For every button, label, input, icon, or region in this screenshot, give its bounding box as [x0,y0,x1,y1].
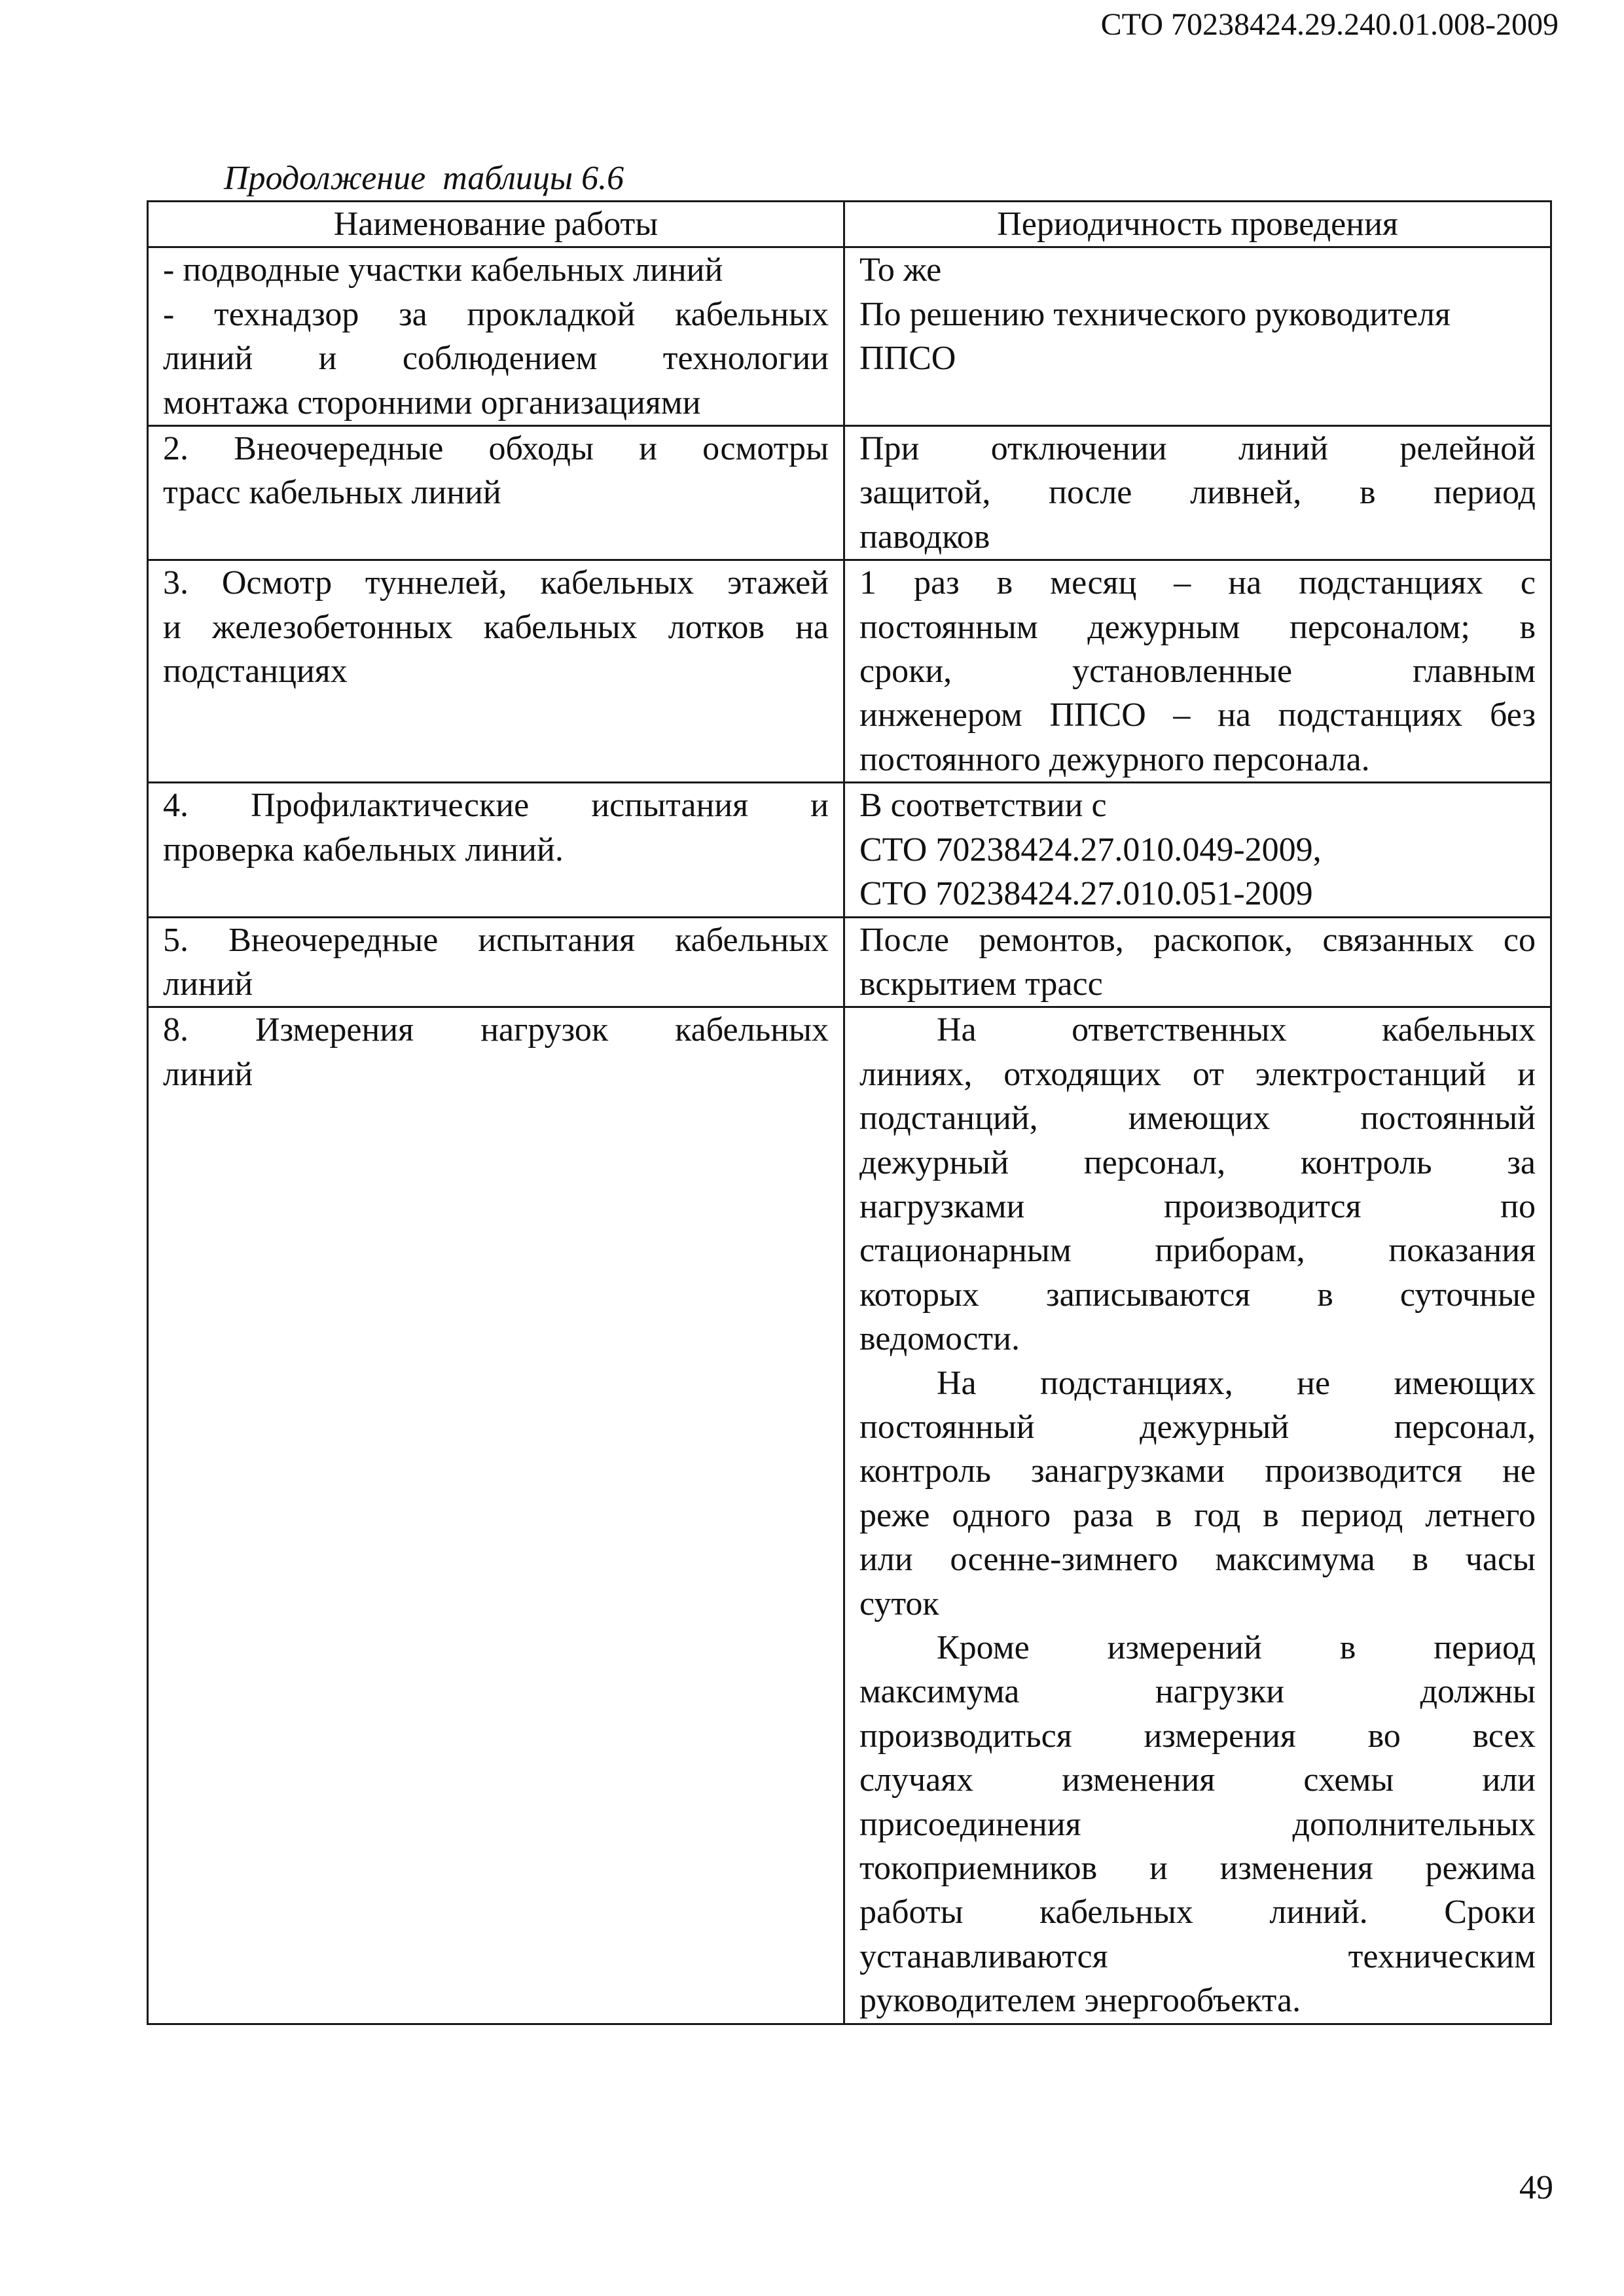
cell-line: 5. Внеочередные испытания кабельных [163,921,829,959]
cell-line: постоянный дежурный персонал, [859,1408,1536,1446]
page-number: 49 [1519,2169,1553,2206]
period-cell [844,560,1551,783]
cell-line: После ремонтов, раскопок, связанных со [859,921,1536,959]
cell-line: линий [163,965,253,1003]
table-row [148,1007,1551,2024]
cell-line: 1 раз в месяц – на подстанциях с [859,564,1536,602]
period-cell [844,247,1551,426]
cell-line: На подстанциях, не имеющих [937,1364,1536,1402]
cell-line: 8. Измерения нагрузок кабельных [163,1011,829,1049]
column-header-work: Наименование работы [148,202,844,247]
column-header-period: Периодичность проведения [844,202,1551,247]
work-cell [148,783,844,917]
cell-line: Кроме измерений в период [937,1629,1536,1666]
cell-line: подстанциях [163,653,348,691]
maintenance-table [147,200,1552,2025]
table-row [148,560,1551,783]
work-cell [148,917,844,1007]
cell-line: токоприемников и изменения режима [859,1850,1536,1888]
cell-line: В соответствии с [859,787,1107,825]
cell-line: защитой, после ливней, в период [859,474,1536,512]
cell-line: - технадзор за прокладкой кабельных [163,295,829,333]
table-header-row [148,202,1551,247]
cell-line: линий [163,1055,253,1093]
work-cell [148,1007,844,2024]
cell-line: которых записываются в суточные [859,1276,1536,1314]
table-row [148,247,1551,426]
cell-line: монтажа сторонними организациями [163,384,701,422]
table-row [148,783,1551,917]
cell-line: инженером ППСО – на подстанциях без [859,696,1536,734]
cell-line: проверка кабельных линий. [163,831,564,869]
cell-line: суток [859,1585,939,1623]
cell-line: руководителем энергообъекта. [859,1982,1301,2020]
period-paragraph [859,1361,1536,1626]
work-cell [148,247,844,426]
table-caption: Продолжение таблицы 6.6 [224,160,624,197]
cell-line: ведомости. [859,1320,1020,1358]
cell-line: работы кабельных линий. Сроки [859,1893,1536,1931]
cell-line: контроль занагрузками производится не [859,1452,1536,1490]
cell-line: 4. Профилактические испытания и [163,787,829,825]
cell-line: максимума нагрузки должны [859,1673,1536,1711]
period-cell [844,917,1551,1007]
cell-line: ППСО [859,340,956,378]
cell-line: подстанций, имеющих постоянный [859,1100,1536,1138]
period-paragraph [859,1008,1536,1361]
cell-line: нагрузками производится по [859,1187,1536,1225]
cell-line: трасс кабельных линий [163,474,501,512]
cell-line: или осенне-зимнего максимума в часы [859,1541,1536,1579]
cell-line: На ответственных кабельных [937,1011,1536,1049]
cell-line: устанавливаются техническим [859,1937,1536,1975]
document-code-header: СТО 70238424.29.240.01.008-2009 [1100,7,1559,42]
cell-line: линиях, отходящих от электростанций и [859,1055,1536,1093]
cell-line: При отключении линий релейной [859,430,1536,468]
cell-line: СТО 70238424.27.010.049-2009, [859,831,1322,869]
period-cell [844,426,1551,560]
cell-line: - подводные участки кабельных линий [163,251,723,289]
work-cell [148,426,844,560]
cell-line: и железобетонных кабельных лотков на [163,608,829,646]
cell-line: стационарным приборам, показания [859,1232,1536,1270]
cell-line: постоянным дежурным персоналом; в [859,608,1536,646]
period-paragraph [859,1626,1536,2023]
cell-line: присоединения дополнительных [859,1805,1536,1843]
period-cell [844,783,1551,917]
cell-line: сроки, установленные главным [859,653,1536,691]
cell-line: вскрытием трасс [859,965,1103,1003]
cell-line: По решению технического руководителя [859,295,1451,333]
cell-line: линий и соблюдением технологии [163,340,829,378]
cell-line: дежурный персонал, контроль за [859,1143,1536,1181]
cell-line: То же [859,251,942,289]
work-cell [148,560,844,783]
cell-line: паводков [859,518,990,556]
table-row [148,426,1551,560]
cell-line: случаях изменения схемы или [859,1761,1536,1799]
cell-line: производиться измерения во всех [859,1717,1536,1755]
cell-line: реже одного раза в год в период летнего [859,1496,1536,1534]
cell-line: постоянного дежурного персонала. [859,740,1370,778]
period-cell [844,1007,1551,2024]
cell-line: 3. Осмотр туннелей, кабельных этажей [163,564,829,602]
cell-line: СТО 70238424.27.010.051-2009 [859,875,1313,913]
cell-line: 2. Внеочередные обходы и осмотры [163,430,829,468]
table-row [148,917,1551,1007]
